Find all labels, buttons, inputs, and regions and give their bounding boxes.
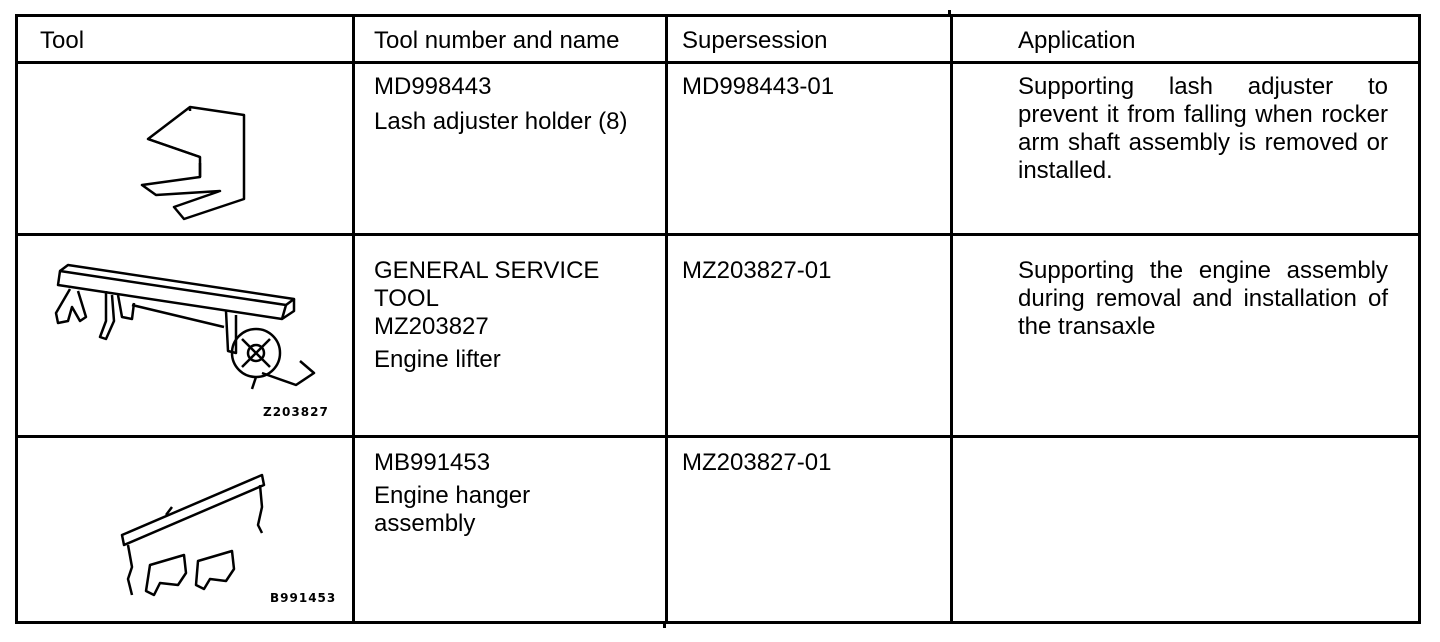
row1-supersession: MD998443-01 bbox=[682, 73, 835, 100]
row2-tool-number-line2: TOOL bbox=[374, 285, 439, 312]
row3-supersession: MZ203827-01 bbox=[682, 449, 832, 476]
row3-tool-name-line2: assembly bbox=[374, 510, 476, 537]
row3-figure-code: B991453 bbox=[270, 591, 337, 605]
row2-tool-number-line1: GENERAL SERVICE bbox=[374, 257, 600, 284]
row2-application: Supporting the engine assembly during removal and installation of the transaxle bbox=[1018, 257, 1388, 340]
row-divider bbox=[18, 61, 1418, 64]
row1-application: Supporting lash adjuster to prevent it from falling when rocker arm shaft assembly is removed or installed. bbox=[1018, 73, 1388, 184]
column-divider bbox=[665, 17, 668, 621]
border-tick bbox=[948, 10, 951, 16]
engine-lifter-illustration bbox=[46, 261, 326, 391]
row2-tool-name: Engine lifter bbox=[374, 346, 501, 373]
header-supersession: Supersession bbox=[682, 27, 828, 54]
row3-tool-name-line1: Engine hanger bbox=[374, 482, 531, 509]
header-tool: Tool bbox=[40, 27, 85, 54]
row2-supersession: MZ203827-01 bbox=[682, 257, 832, 284]
row2-figure-code: Z203827 bbox=[263, 405, 329, 419]
row1-tool-number: MD998443 bbox=[374, 73, 492, 100]
header-tool-number-name: Tool number and name bbox=[374, 27, 620, 54]
row-divider bbox=[18, 435, 1418, 438]
lash-adjuster-holder-illustration bbox=[128, 81, 268, 231]
row1-tool-name: Lash adjuster holder (8) bbox=[374, 108, 628, 135]
header-application: Application bbox=[1018, 27, 1136, 54]
engine-hanger-illustration bbox=[114, 457, 284, 607]
special-tools-table bbox=[15, 14, 1421, 624]
row2-tool-number-line3: MZ203827 bbox=[374, 313, 489, 340]
row3-tool-number: MB991453 bbox=[374, 449, 491, 476]
column-divider bbox=[950, 17, 953, 621]
row-divider bbox=[18, 233, 1418, 236]
column-divider bbox=[352, 17, 355, 621]
border-tick bbox=[663, 622, 666, 628]
